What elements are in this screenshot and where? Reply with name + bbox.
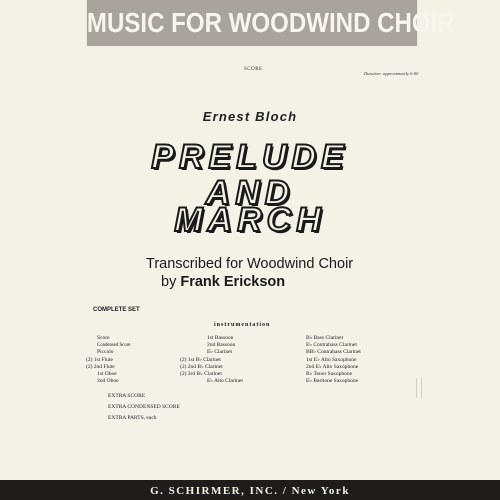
transcription-note: Transcribed for Woodwind Choir — [146, 256, 354, 272]
instrument-item: E♭ Alto Clarinet — [207, 378, 243, 385]
instrument-item: (2) 2nd Flute — [86, 363, 115, 370]
instrumentation-heading: instrumentation — [214, 322, 271, 328]
arranger-credit — [161, 274, 285, 290]
instrument-item: 1st E♭ Alto Saxophone — [306, 356, 357, 363]
instrumentation-column-1 — [86, 335, 131, 385]
instrument-item: (2) 2nd B♭ Clarinet — [180, 363, 223, 370]
instrument-item: E♭ Contrabass Clarinet — [306, 342, 357, 349]
title-line-prelude: PRELUDE — [151, 138, 349, 176]
margin-mark — [416, 378, 422, 398]
instrument-item: E♭ Baritone Saxophone — [306, 378, 359, 385]
instrument-item: E♭ Clarinet — [207, 349, 233, 356]
arranger-name: Frank Erickson — [180, 274, 286, 290]
publisher-name: G. SCHIRMER, INC. / New York — [150, 485, 350, 497]
extras-list — [108, 391, 180, 424]
instrument-item: (2) 3rd B♭ Clarinet — [180, 371, 222, 378]
extra-item: EXTRA SCORE — [108, 393, 146, 399]
instrument-item: 1st Bassoon — [207, 335, 234, 341]
composer-name: Ernest Bloch — [202, 109, 298, 124]
score-label: SCORE — [244, 67, 263, 72]
complete-set-label: COMPLETE SET — [93, 307, 140, 313]
instrumentation-column-3 — [306, 335, 361, 385]
instrument-item: 2nd Bassoon — [207, 342, 236, 349]
title-line-march: MARCH — [174, 201, 326, 239]
duration-note: Duration: approximately 6:00 — [364, 71, 419, 76]
extra-item: EXTRA PARTS, each — [108, 415, 157, 421]
instrument-item: B♭ Tenor Saxophone — [306, 371, 353, 378]
instrument-item: Score — [97, 335, 110, 341]
instrument-item: 2nd Oboe — [97, 378, 119, 385]
extra-item: EXTRA CONDENSED SCORE — [108, 404, 180, 410]
arranger-prefix: by — [161, 274, 177, 290]
instrument-item: (2) 1st B♭ Clarinet — [180, 356, 221, 363]
instrument-item: (2) 1st Flute — [86, 356, 113, 363]
instrument-item: 2nd E♭ Alto Saxophone — [306, 363, 359, 370]
instrument-item: 1st Oboe — [97, 371, 117, 378]
title-line-and: AND — [205, 174, 295, 212]
instrumentation-column-2 — [180, 335, 243, 385]
instrument-item: BB♭ Contrabass Clarinet — [306, 349, 361, 356]
instrument-item: Condensed Score — [97, 343, 131, 349]
series-banner: MUSIC FOR WOODWIND CHOIR — [87, 0, 417, 46]
instrument-item: B♭ Bass Clarinet — [306, 335, 344, 341]
instrument-item: Piccolo — [97, 349, 114, 356]
